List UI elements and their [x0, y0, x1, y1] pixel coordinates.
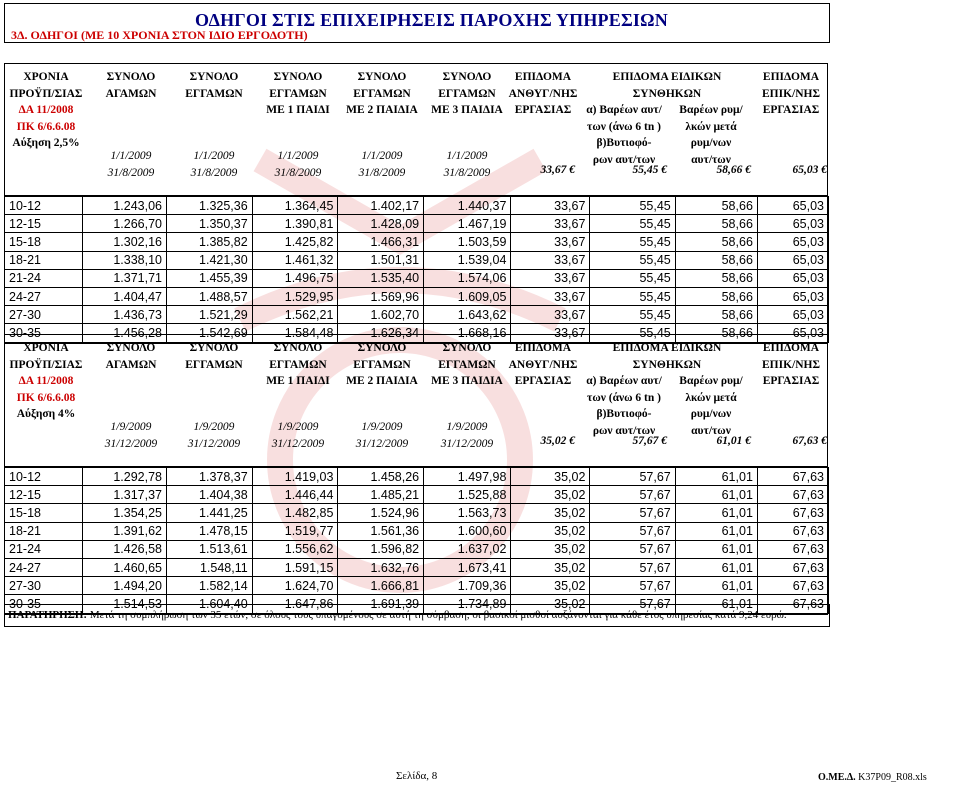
- years-cell: 15-18: [5, 504, 82, 522]
- years-cell: 18-21: [5, 522, 82, 540]
- header-special: ΕΠΙΔΟΜΑ ΕΙΔΙΚΩΝ ΣΥΝΘΗΚΩΝ: [612, 71, 722, 100]
- header-married-2: ΣΥΝΟΛΟ ΕΓΓΑΜΩΝ: [185, 342, 243, 371]
- years-cell: 27-30: [5, 577, 82, 595]
- allowance-special-b-2: 61,01 €: [716, 435, 751, 447]
- header-special-2: ΕΠΙΔΟΜΑ ΕΙΔΙΚΩΝ ΣΥΝΘΗΚΩΝ: [612, 342, 722, 371]
- value-cell: 61,01: [675, 558, 757, 576]
- value-cell: 1.604,40: [166, 595, 252, 613]
- value-cell: 33,67: [511, 269, 590, 287]
- header-unmarried: ΣΥΝΟΛΟ ΑΓΑΜΩΝ: [105, 71, 157, 100]
- table-row: [5, 504, 829, 522]
- header-married-3children-2: ΣΥΝΟΛΟ ΕΓΓΑΜΩΝ ΜΕ 3 ΠΑΙΔΙΑ: [431, 342, 503, 387]
- value-cell: 57,67: [590, 522, 675, 540]
- value-cell: 1.402,17: [338, 197, 424, 215]
- table-row: [5, 287, 829, 305]
- header-unhealthy: ΕΠΙΔΟΜΑ ΑΝΘΥΓ/ΝΗΣ ΕΡΓΑΣΙΑΣ: [508, 71, 578, 116]
- years-cell: 18-21: [5, 251, 82, 269]
- value-cell: 1.350,37: [166, 215, 252, 233]
- value-cell: 1.691,39: [338, 595, 424, 613]
- value-cell: 58,66: [675, 233, 757, 251]
- value-cell: 67,63: [757, 468, 828, 486]
- value-cell: 65,03: [757, 287, 828, 305]
- value-cell: 1.458,26: [338, 468, 424, 486]
- value-cell: 35,02: [511, 468, 590, 486]
- date-range-married: 1/1/2009 31/8/2009: [190, 150, 238, 179]
- years-cell: 12-15: [5, 486, 82, 504]
- header-married: ΣΥΝΟΛΟ ΕΓΓΑΜΩΝ: [185, 71, 243, 100]
- value-cell: 1.317,37: [82, 486, 166, 504]
- value-cell: 1.494,20: [82, 577, 166, 595]
- value-cell: 61,01: [675, 577, 757, 595]
- value-cell: 61,01: [675, 486, 757, 504]
- value-cell: 1.488,57: [166, 287, 252, 305]
- value-cell: 1.561,36: [338, 522, 424, 540]
- table-row: [5, 215, 829, 233]
- header-years: ΧΡΟΝΙΑ ΠΡΟΫΠ/ΣΙΑΣ ΔΑ 11/2008 ΠΚ 6/6.6.08 Αύξηση 2,5%: [9, 71, 83, 149]
- value-cell: 1.302,16: [82, 233, 166, 251]
- value-cell: 57,67: [590, 540, 675, 558]
- value-cell: 61,01: [675, 504, 757, 522]
- value-cell: 67,63: [757, 486, 828, 504]
- table-row: [5, 558, 829, 576]
- value-cell: 1.461,32: [252, 251, 338, 269]
- value-cell: 33,67: [511, 197, 590, 215]
- value-cell: 1.513,61: [166, 540, 252, 558]
- allowance-special-a: 55,45 €: [632, 164, 667, 176]
- date-range-married-3-b2: 1/9/2009 31/12/2009: [440, 421, 494, 450]
- block1-header: [4, 63, 828, 196]
- value-cell: 58,66: [675, 306, 757, 324]
- allowance-special-a-2: 57,67 €: [632, 435, 667, 447]
- value-cell: 1.562,21: [252, 306, 338, 324]
- value-cell: 35,02: [511, 540, 590, 558]
- value-cell: 55,45: [590, 269, 675, 287]
- value-cell: 35,02: [511, 504, 590, 522]
- value-cell: 55,45: [590, 197, 675, 215]
- value-cell: 65,03: [757, 197, 828, 215]
- value-cell: 57,67: [590, 595, 675, 613]
- value-cell: 61,01: [675, 540, 757, 558]
- value-cell: 1.485,21: [338, 486, 424, 504]
- table-row: [5, 522, 829, 540]
- value-cell: 1.466,31: [338, 233, 424, 251]
- value-cell: 1.602,70: [338, 306, 424, 324]
- value-cell: 55,45: [590, 306, 675, 324]
- allowance-shift-2: 67,63 €: [792, 435, 827, 447]
- value-cell: 58,66: [675, 197, 757, 215]
- value-cell: 61,01: [675, 468, 757, 486]
- years-cell: 12-15: [5, 215, 82, 233]
- value-cell: 1.643,62: [424, 306, 511, 324]
- value-cell: 1.591,15: [252, 558, 338, 576]
- value-cell: 1.496,75: [252, 269, 338, 287]
- value-cell: 1.524,96: [338, 504, 424, 522]
- table-row: [5, 233, 829, 251]
- value-cell: 1.385,82: [166, 233, 252, 251]
- date-range-married-2: 1/1/2009 31/8/2009: [358, 150, 406, 179]
- value-cell: 35,02: [511, 577, 590, 595]
- value-cell: 1.525,88: [424, 486, 511, 504]
- years-cell: 21-24: [5, 540, 82, 558]
- table-row: [5, 468, 829, 486]
- value-cell: 1.582,14: [166, 577, 252, 595]
- value-cell: 1.243,06: [82, 197, 166, 215]
- value-cell: 1.391,62: [82, 522, 166, 540]
- salary-block-2: [4, 334, 828, 615]
- value-cell: 1.535,40: [338, 269, 424, 287]
- value-cell: 1.436,73: [82, 306, 166, 324]
- value-cell: 58,66: [675, 324, 757, 342]
- value-cell: 1.521,29: [166, 306, 252, 324]
- years-cell: 30-35: [5, 324, 82, 342]
- value-cell: 1.600,60: [424, 522, 511, 540]
- value-cell: 61,01: [675, 522, 757, 540]
- years-cell: 21-24: [5, 269, 82, 287]
- years-cell: 10-12: [5, 197, 82, 215]
- value-cell: 65,03: [757, 324, 828, 342]
- value-cell: 1.404,38: [166, 486, 252, 504]
- header-special-b: Βαρέων ρυμ/ λκών μετά ρυμ/νων αυτ/των: [679, 104, 743, 166]
- value-cell: 57,67: [590, 558, 675, 576]
- value-cell: 1.609,05: [424, 287, 511, 305]
- note-label: ΠΑΡΑΤΗΡΗΣΗ:: [8, 609, 88, 621]
- table-row: [5, 486, 829, 504]
- value-cell: 33,67: [511, 324, 590, 342]
- value-cell: 35,02: [511, 486, 590, 504]
- table-row: [5, 306, 829, 324]
- value-cell: 1.419,03: [252, 468, 338, 486]
- file-reference: Ο.ΜΕ.Δ. K37P09_R08.xls: [818, 772, 927, 783]
- value-cell: 67,63: [757, 577, 828, 595]
- table-row: [5, 251, 829, 269]
- value-cell: 1.501,31: [338, 251, 424, 269]
- value-cell: 1.467,19: [424, 215, 511, 233]
- header-unhealthy-2: ΕΠΙΔΟΜΑ ΑΝΘΥΓ/ΝΗΣ ΕΡΓΑΣΙΑΣ: [508, 342, 578, 387]
- value-cell: 1.497,98: [424, 468, 511, 486]
- years-cell: 24-27: [5, 287, 82, 305]
- value-cell: 1.446,44: [252, 486, 338, 504]
- years-cell: 10-12: [5, 468, 82, 486]
- page-subtitle: 3Δ. ΟΔΗΓΟΙ (ΜΕ 10 ΧΡΟΝΙΑ ΣΤΟΝ ΙΔΙΟ ΕΡΓΟΔΟΤΗ): [11, 28, 308, 42]
- value-cell: 67,63: [757, 595, 828, 613]
- years-cell: 24-27: [5, 558, 82, 576]
- value-cell: 65,03: [757, 215, 828, 233]
- value-cell: 35,02: [511, 595, 590, 613]
- value-cell: 1.632,76: [338, 558, 424, 576]
- date-range-married-1: 1/1/2009 31/8/2009: [274, 150, 322, 179]
- value-cell: 1.666,81: [338, 577, 424, 595]
- allowance-unhealthy-2: 35,02 €: [540, 435, 575, 447]
- value-cell: 1.514,53: [82, 595, 166, 613]
- value-cell: 33,67: [511, 251, 590, 269]
- header-married-3children: ΣΥΝΟΛΟ ΕΓΓΑΜΩΝ ΜΕ 3 ΠΑΙΔΙΑ: [431, 71, 503, 116]
- value-cell: 1.503,59: [424, 233, 511, 251]
- block2-header: [4, 334, 828, 467]
- header-special-a: α) Βαρέων αυτ/ των (άνω 6 tn ) β)Βυτιοφό- ρων αυτ/των: [586, 104, 662, 166]
- value-cell: 1.709,36: [424, 577, 511, 595]
- value-cell: 1.460,65: [82, 558, 166, 576]
- date-range-unmarried-2: 1/9/2009 31/12/2009: [104, 421, 158, 450]
- allowance-shift: 65,03 €: [792, 164, 827, 176]
- date-range-married-3: 1/1/2009 31/8/2009: [443, 150, 491, 179]
- note-text: Μετά τη συμπλήρωση των 35 ετών, σε όλους τους υπαγομένους σε αυτή τη σύμβαση, οι βασικοί μισθοί αυξάνονται για κάθε έτος υπηρεσίας κατά 9,24 ευρώ.: [89, 609, 787, 621]
- value-cell: 55,45: [590, 215, 675, 233]
- value-cell: 1.440,37: [424, 197, 511, 215]
- table-row: [5, 197, 829, 215]
- header-unmarried-2: ΣΥΝΟΛΟ ΑΓΑΜΩΝ: [105, 342, 157, 371]
- value-cell: 1.563,73: [424, 504, 511, 522]
- value-cell: 1.478,15: [166, 522, 252, 540]
- years-cell: 30-35: [5, 595, 82, 613]
- date-range-married-b2: 1/9/2009 31/12/2009: [187, 421, 241, 450]
- years-cell: 15-18: [5, 233, 82, 251]
- value-cell: 65,03: [757, 233, 828, 251]
- header-married-1child-2: ΣΥΝΟΛΟ ΕΓΓΑΜΩΝ ΜΕ 1 ΠΑΙΔΙ: [266, 342, 330, 387]
- years-cell: 27-30: [5, 306, 82, 324]
- value-cell: 1.325,36: [166, 197, 252, 215]
- salary-table-1: [5, 196, 829, 343]
- header-special-b-2: Βαρέων ρυμ/ λκών μετά ρυμ/νων αυτ/των: [679, 375, 743, 437]
- value-cell: 1.626,34: [338, 324, 424, 342]
- value-cell: 1.426,58: [82, 540, 166, 558]
- block1-table-wrap: [4, 196, 828, 344]
- value-cell: 33,67: [511, 306, 590, 324]
- table-row: [5, 577, 829, 595]
- value-cell: 1.637,02: [424, 540, 511, 558]
- header-married-2children: ΣΥΝΟΛΟ ΕΓΓΑΜΩΝ ΜΕ 2 ΠΑΙΔΙΑ: [346, 71, 418, 116]
- value-cell: 1.647,86: [252, 595, 338, 613]
- value-cell: 1.574,06: [424, 269, 511, 287]
- value-cell: 67,63: [757, 504, 828, 522]
- value-cell: 58,66: [675, 269, 757, 287]
- value-cell: 55,45: [590, 233, 675, 251]
- value-cell: 58,66: [675, 215, 757, 233]
- value-cell: 1.425,82: [252, 233, 338, 251]
- value-cell: 1.584,48: [252, 324, 338, 342]
- value-cell: 1.421,30: [166, 251, 252, 269]
- value-cell: 1.354,25: [82, 504, 166, 522]
- value-cell: 57,67: [590, 504, 675, 522]
- value-cell: 67,63: [757, 540, 828, 558]
- value-cell: 1.441,25: [166, 504, 252, 522]
- value-cell: 1.482,85: [252, 504, 338, 522]
- value-cell: 1.428,09: [338, 215, 424, 233]
- value-cell: 67,63: [757, 522, 828, 540]
- value-cell: 57,67: [590, 577, 675, 595]
- value-cell: 1.390,81: [252, 215, 338, 233]
- header-married-1child: ΣΥΝΟΛΟ ΕΓΓΑΜΩΝ ΜΕ 1 ΠΑΙΔΙ: [266, 71, 330, 116]
- page-number: Σελίδα, 8: [396, 770, 438, 782]
- value-cell: 58,66: [675, 287, 757, 305]
- value-cell: 33,67: [511, 215, 590, 233]
- page-title: ΟΔΗΓΟΙ ΣΤΙΣ ΕΠΙΧΕΙΡΗΣΕΙΣ ΠΑΡΟΧΗΣ ΥΠΗΡΕΣΙΩΝ: [195, 10, 668, 30]
- value-cell: 65,03: [757, 306, 828, 324]
- value-cell: 58,66: [675, 251, 757, 269]
- value-cell: 33,67: [511, 287, 590, 305]
- value-cell: 1.596,82: [338, 540, 424, 558]
- value-cell: 55,45: [590, 287, 675, 305]
- value-cell: 61,01: [675, 595, 757, 613]
- date-range-unmarried: 1/1/2009 31/8/2009: [107, 150, 155, 179]
- value-cell: 1.542,69: [166, 324, 252, 342]
- value-cell: 35,02: [511, 558, 590, 576]
- value-cell: 1.456,28: [82, 324, 166, 342]
- value-cell: 1.556,62: [252, 540, 338, 558]
- value-cell: 1.673,41: [424, 558, 511, 576]
- date-range-married-2-b2: 1/9/2009 31/12/2009: [355, 421, 409, 450]
- title-box: [4, 3, 830, 43]
- value-cell: 1.529,95: [252, 287, 338, 305]
- header-special-a-2: α) Βαρέων αυτ/ των (άνω 6 tn ) β)Βυτιοφό- ρων αυτ/των: [586, 375, 662, 437]
- table-row: [5, 269, 829, 287]
- value-cell: 1.378,37: [166, 468, 252, 486]
- allowance-special-b: 58,66 €: [716, 164, 751, 176]
- value-cell: 1.404,47: [82, 287, 166, 305]
- value-cell: 33,67: [511, 233, 590, 251]
- value-cell: 67,63: [757, 558, 828, 576]
- header-shift: ΕΠΙΔΟΜΑ ΕΠΙΚ/ΝΗΣ ΕΡΓΑΣΙΑΣ: [762, 71, 820, 116]
- salary-table-2: [5, 467, 829, 614]
- value-cell: 35,02: [511, 522, 590, 540]
- value-cell: 1.455,39: [166, 269, 252, 287]
- value-cell: 1.539,04: [424, 251, 511, 269]
- value-cell: 1.292,78: [82, 468, 166, 486]
- value-cell: 1.734,89: [424, 595, 511, 613]
- value-cell: 57,67: [590, 468, 675, 486]
- value-cell: 1.266,70: [82, 215, 166, 233]
- value-cell: 1.668,16: [424, 324, 511, 342]
- value-cell: 65,03: [757, 251, 828, 269]
- date-range-married-1-b2: 1/9/2009 31/12/2009: [271, 421, 325, 450]
- value-cell: 1.364,45: [252, 197, 338, 215]
- value-cell: 1.548,11: [166, 558, 252, 576]
- value-cell: 1.519,77: [252, 522, 338, 540]
- value-cell: 1.624,70: [252, 577, 338, 595]
- value-cell: 1.569,96: [338, 287, 424, 305]
- value-cell: 57,67: [590, 486, 675, 504]
- header-shift-2: ΕΠΙΔΟΜΑ ΕΠΙΚ/ΝΗΣ ΕΡΓΑΣΙΑΣ: [762, 342, 820, 387]
- value-cell: 55,45: [590, 251, 675, 269]
- value-cell: 1.338,10: [82, 251, 166, 269]
- header-married-2children-2: ΣΥΝΟΛΟ ΕΓΓΑΜΩΝ ΜΕ 2 ΠΑΙΔΙΑ: [346, 342, 418, 387]
- header-years-2: ΧΡΟΝΙΑ ΠΡΟΫΠ/ΣΙΑΣ ΔΑ 11/2008 ΠΚ 6/6.6.08 Αύξηση 4%: [9, 342, 83, 420]
- salary-block-1: [4, 63, 828, 344]
- table-row: [5, 540, 829, 558]
- value-cell: 55,45: [590, 324, 675, 342]
- value-cell: 1.371,71: [82, 269, 166, 287]
- allowance-unhealthy: 33,67 €: [540, 164, 575, 176]
- value-cell: 65,03: [757, 269, 828, 287]
- block2-table-wrap: [4, 467, 828, 615]
- note: [4, 604, 830, 627]
